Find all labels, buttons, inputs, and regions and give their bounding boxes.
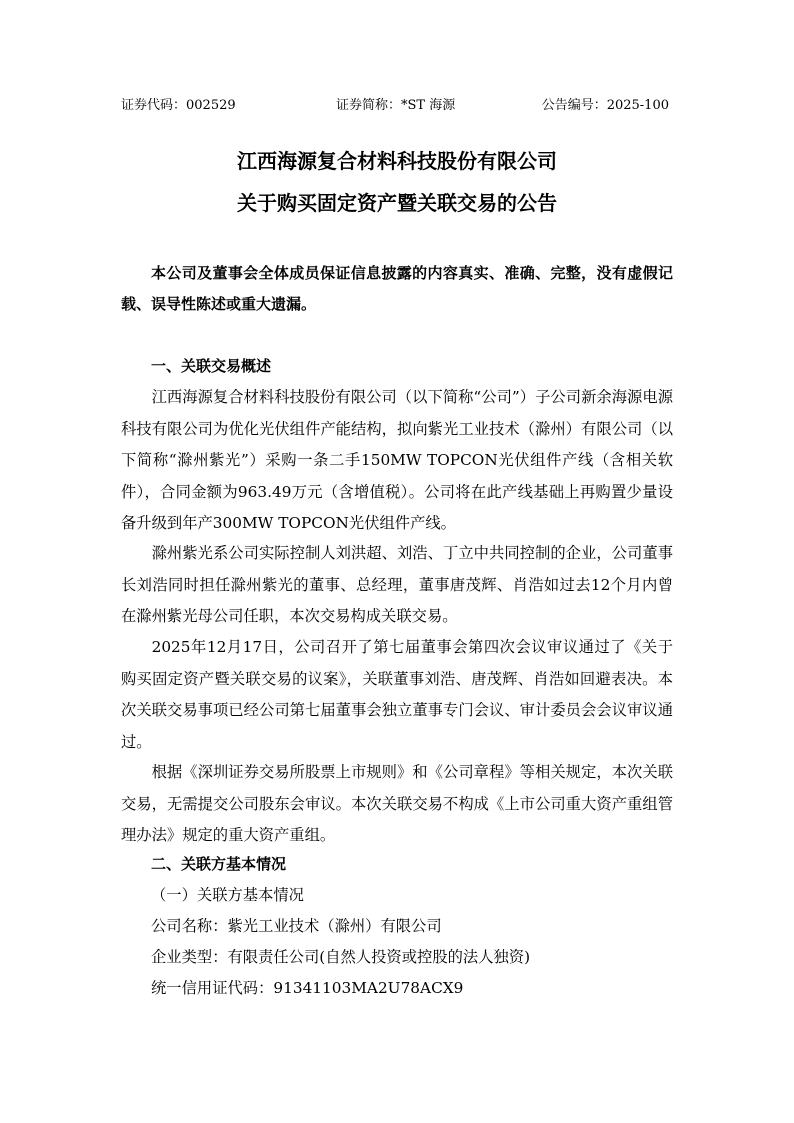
disclosure-statement: 本公司及董事会全体成员保证信息披露的内容真实、准确、完整，没有虚假记载、误导性陈述或重大遗漏。 xyxy=(121,264,673,313)
section-heading-related-party: 二、关联方基本情况 xyxy=(151,855,287,873)
subsection-heading: （一）关联方基本情况 xyxy=(151,886,304,904)
overview-paragraph: 江西海源复合材料科技股份有限公司（以下简称“公司”）子公司新余海源电源科技有限公司为优化光伏组件产能结构，拟向紫光工业技术（滁州）有限公司（以下简称“滁州紫光”）采购一条二手150MW TOPCON光伏组件产线（含相关软件），合同金额为963.49万元（含增值税）。公司将在此产线基础上再购置少量设备升级到年产300MW TOPCON光伏组件产线。 xyxy=(121,388,673,532)
regulation-paragraph: 根据《深圳证券交易所股票上市规则》和《公司章程》等相关规定，本次关联交易，无需提交公司股东会审议。本次关联交易不构成《上市公司重大资产重组管理办法》规定的重大资产重组。 xyxy=(121,763,673,844)
notice-number: 公告编号：2025-100 xyxy=(541,98,669,113)
stock-code: 证券代码：002529 xyxy=(121,98,236,113)
credit-code-line: 统一信用证代码：91341103MA2U78ACX9 xyxy=(151,979,464,997)
related-party-paragraph: 滁州紫光系公司实际控制人刘洪超、刘浩、丁立中共同控制的企业，公司董事长刘浩同时担任滁州紫光的董事、总经理，董事唐茂辉、肖浩如过去12个月内曾在滁州紫光母公司任职，本次交易构成关联交易。 xyxy=(121,544,673,625)
document-title-company: 江西海源复合材料科技股份有限公司 xyxy=(237,149,557,173)
document-header xyxy=(121,96,669,116)
company-type-line: 企业类型：有限责任公司(自然人投资或控股的法人独资) xyxy=(151,948,531,966)
document-title-subject: 关于购买固定资产暨关联交易的公告 xyxy=(237,191,557,215)
stock-abbreviation: 证券简称：*ST 海源 xyxy=(336,98,456,113)
section-heading-overview: 一、关联交易概述 xyxy=(151,357,272,375)
board-approval-paragraph: 2025年12月17日，公司召开了第七届董事会第四次会议审议通过了《关于购买固定资产暨关联交易的议案》，关联董事刘浩、唐茂辉、肖浩如回避表决。本次关联交易事项已经公司第七届董事会独立董事专门会议、审计委员会会议审议通过。 xyxy=(121,638,673,751)
company-name-line: 公司名称：紫光工业技术（滁州）有限公司 xyxy=(151,917,442,935)
